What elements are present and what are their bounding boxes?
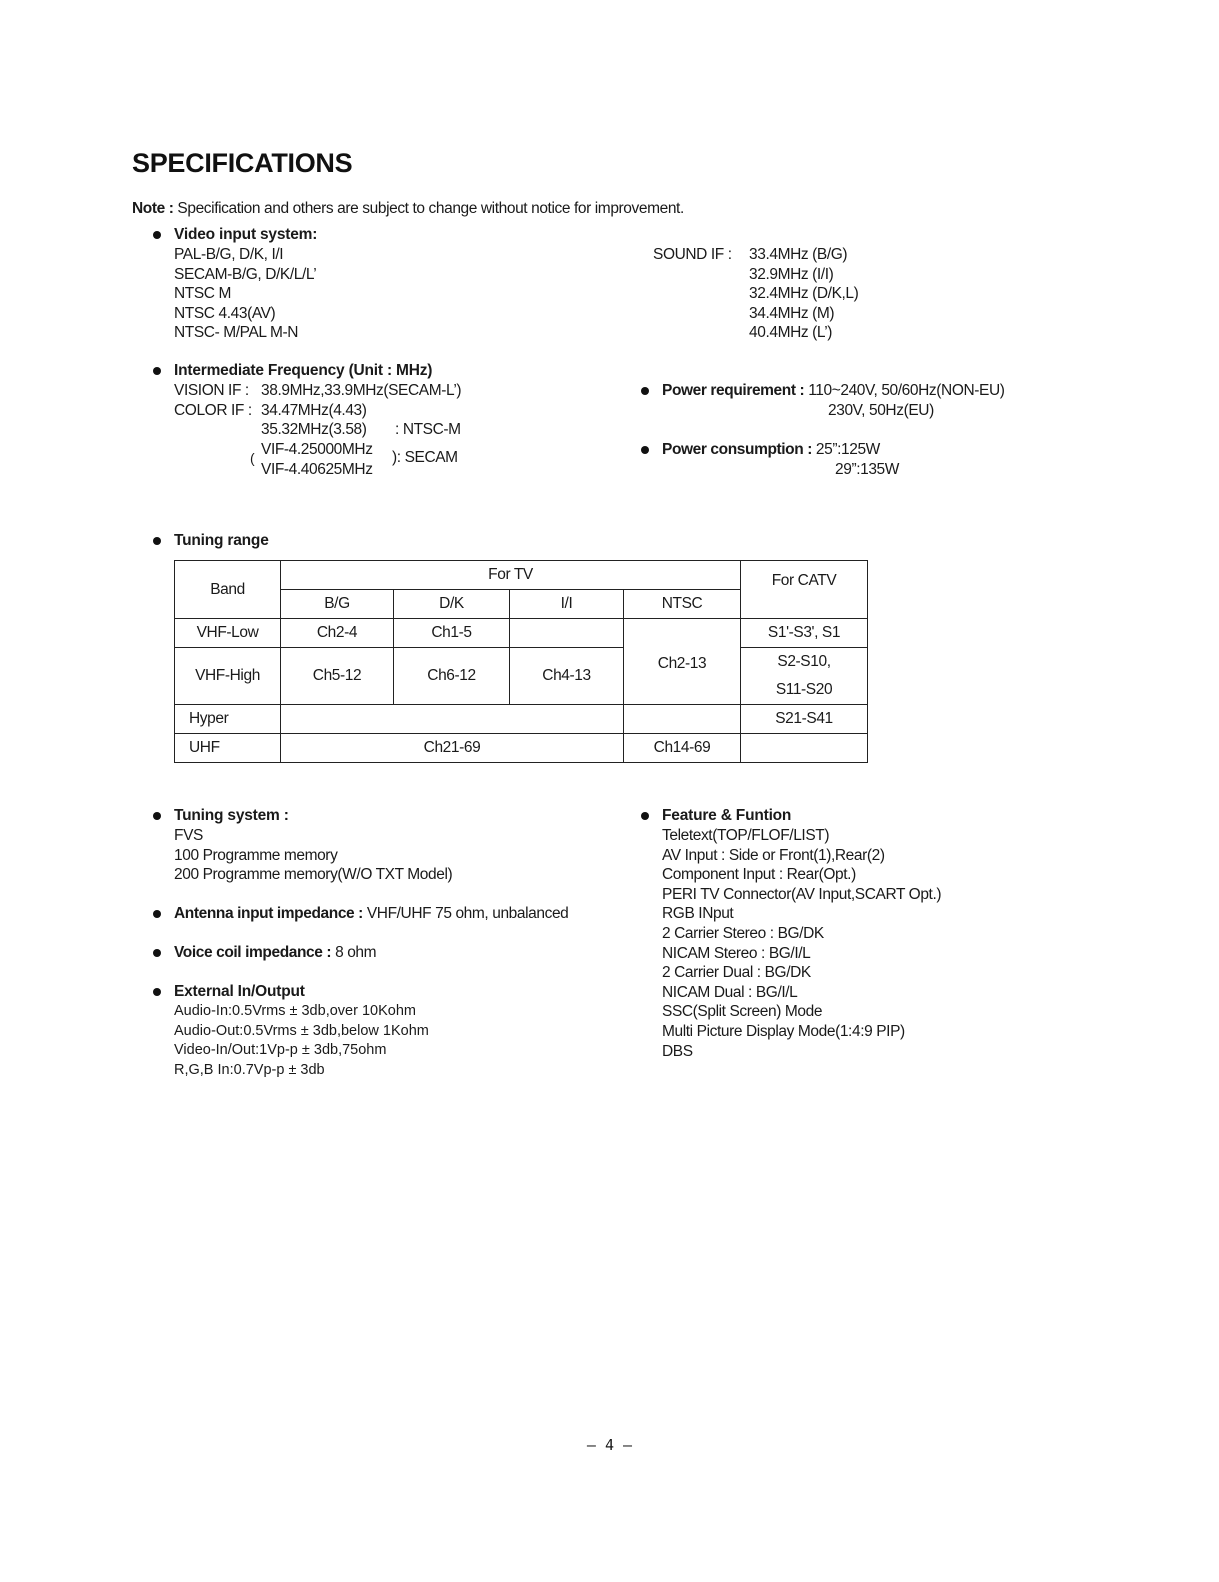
secam-label: ): SECAM [392,449,458,466]
external-io-list [174,1002,429,1080]
row-uhf: UHF [175,734,281,763]
antenna-impedance [174,904,568,924]
bullet-icon [153,367,161,375]
header-ii: I/I [510,590,624,619]
video-input-line: PAL-B/G, D/K, I/I [174,246,284,263]
cell-vhf-high-dk: Ch6-12 [394,648,510,705]
sound-if-value: 34.4MHz (M) [749,304,835,322]
page-number: – 4 – [586,1436,633,1454]
tuning-range-table [174,560,868,763]
video-input-heading: Video input system: [174,226,318,243]
feature-line: Teletext(TOP/FLOF/LIST) [662,827,830,844]
cell-uhf-catv [741,734,868,763]
bullet-icon [153,988,161,996]
header-for-tv: For TV [281,561,741,590]
sound-if-label: SOUND IF : [653,246,732,263]
feature-line: SSC(Split Screen) Mode [662,1003,823,1021]
power-requirement-value-eu: 230V, 50Hz(EU) [828,402,934,419]
feature-line: DBS [662,1042,693,1060]
feature-line: PERI TV Connector(AV Input,SCART Opt.) [662,885,942,903]
row-vhf-low: VHF-Low [175,619,281,648]
power-requirement-label: Power requirement : [662,382,805,399]
cell-vhf-high-ii: Ch4-13 [510,648,624,705]
cell-hyper-catv: S21-S41 [741,705,868,734]
cell-vhf-ntsc: Ch2-13 [624,619,741,705]
cell-vhf-low-ii [510,619,624,648]
feature-line: Multi Picture Display Mode(1:4:9 PIP) [662,1022,905,1040]
vision-if-value: 38.9MHz,33.9MHz(SECAM-L’) [261,382,462,399]
power-consumption-value: 25”:125W [812,441,880,458]
feature-line: RGB INput [662,905,734,923]
header-band: Band [175,561,281,619]
sound-if-value: 33.4MHz (B/G) [749,246,848,263]
row-vhf-high: VHF-High [175,648,281,705]
video-input-line: NTSC- M/PAL M-N [174,324,299,342]
sound-if-value: 32.9MHz (I/I) [749,265,834,283]
ntsc-m-label: : NTSC-M [395,421,461,438]
row-hyper: Hyper [175,705,281,734]
tuning-system-heading: Tuning system : [174,807,289,824]
video-input-line: NTSC 4.43(AV) [174,304,276,322]
features-heading: Feature & Funtion [662,807,792,824]
vision-if-label: VISION IF : [174,382,249,399]
cell-uhf-tv: Ch21-69 [281,734,624,763]
sound-if-values [749,245,858,343]
note-label: Note : [132,200,174,217]
bullet-icon [641,812,649,820]
sound-if-value: 40.4MHz (L’) [749,324,833,342]
tuning-system-line: 200 Programme memory(W/O TXT Model) [174,866,453,884]
vif-value-1: VIF-4.25000MHz [261,441,373,458]
cell-hyper-tv [281,705,624,734]
header-for-catv: For CATV [741,561,868,619]
bullet-icon [153,231,161,239]
power-consumption-label: Power consumption : [662,441,812,458]
voice-coil-impedance [174,943,376,963]
bullet-icon [153,537,161,545]
power-consumption [662,440,880,460]
video-input-list [174,245,316,343]
tuning-system-list [174,826,452,885]
external-io-line: Video-In/Out:1Vp-p ± 3db,75ohm [174,1042,387,1059]
note [132,199,684,219]
tuning-system-line: FVS [174,827,203,844]
power-requirement-value: 110~240V, 50/60Hz(NON-EU) [804,382,1005,399]
video-input-line: NTSC M [174,285,232,303]
feature-line: NICAM Stereo : BG/I/L [662,944,811,962]
antenna-label: Antenna input impedance : [174,905,363,922]
external-io-line: R,G,B In:0.7Vp-p ± 3db [174,1061,325,1078]
color-if-label: COLOR IF : [174,402,252,419]
voice-coil-value: 8 ohm [331,944,377,961]
if-heading: Intermediate Frequency (Unit : MHz) [174,362,433,379]
note-text: Specification and others are subject to change without notice for improvement. [173,200,684,217]
bullet-icon [153,910,161,918]
feature-line: Component Input : Rear(Opt.) [662,866,856,884]
cell-vhf-low-dk: Ch1-5 [394,619,510,648]
cell-vhf-high-catv-1: S2-S10, [741,648,868,677]
vif-value-2: VIF-4.40625MHz [261,461,373,478]
header-dk: D/K [394,590,510,619]
cell-vhf-high-catv-2: S11-S20 [741,676,868,705]
header-bg: B/G [281,590,394,619]
external-io-line: Audio-In:0.5Vrms ± 3db,over 10Kohm [174,1003,416,1019]
cell-vhf-high-bg: Ch5-12 [281,648,394,705]
color-if-value: 34.47MHz(4.43) [261,402,367,419]
power-requirement [662,381,1005,401]
feature-line: 2 Carrier Stereo : BG/DK [662,924,824,942]
header-ntsc: NTSC [624,590,741,619]
antenna-value: VHF/UHF 75 ohm, unbalanced [362,905,569,922]
paren-open: ( [250,450,255,466]
page-title: SPECIFICATIONS [132,148,353,178]
external-io-line: Audio-Out:0.5Vrms ± 3db,below 1Kohm [174,1022,429,1039]
cell-uhf-ntsc: Ch14-69 [624,734,741,763]
tuning-range-heading: Tuning range [174,532,269,549]
bullet-icon [641,446,649,454]
cell-hyper-ntsc [624,705,741,734]
bullet-icon [641,387,649,395]
cell-vhf-low-catv: S1'-S3', S1 [741,619,868,648]
bullet-icon [153,949,161,957]
color-if-value-ntsc: 35.32MHz(3.58) [261,421,367,438]
feature-line: AV Input : Side or Front(1),Rear(2) [662,846,885,864]
power-consumption-value-29: 29”:135W [835,461,899,478]
tuning-system-line: 100 Programme memory [174,846,338,864]
features-list [662,826,941,1061]
cell-vhf-low-bg: Ch2-4 [281,619,394,648]
sound-if-value: 32.4MHz (D/K,L) [749,285,859,303]
bullet-icon [153,812,161,820]
external-io-heading: External In/Output [174,983,305,1000]
feature-line: 2 Carrier Dual : BG/DK [662,964,811,982]
feature-line: NICAM Dual : BG/I/L [662,983,798,1001]
video-input-line: SECAM-B/G, D/K/L/L’ [174,265,317,283]
voice-coil-label: Voice coil impedance : [174,944,332,961]
